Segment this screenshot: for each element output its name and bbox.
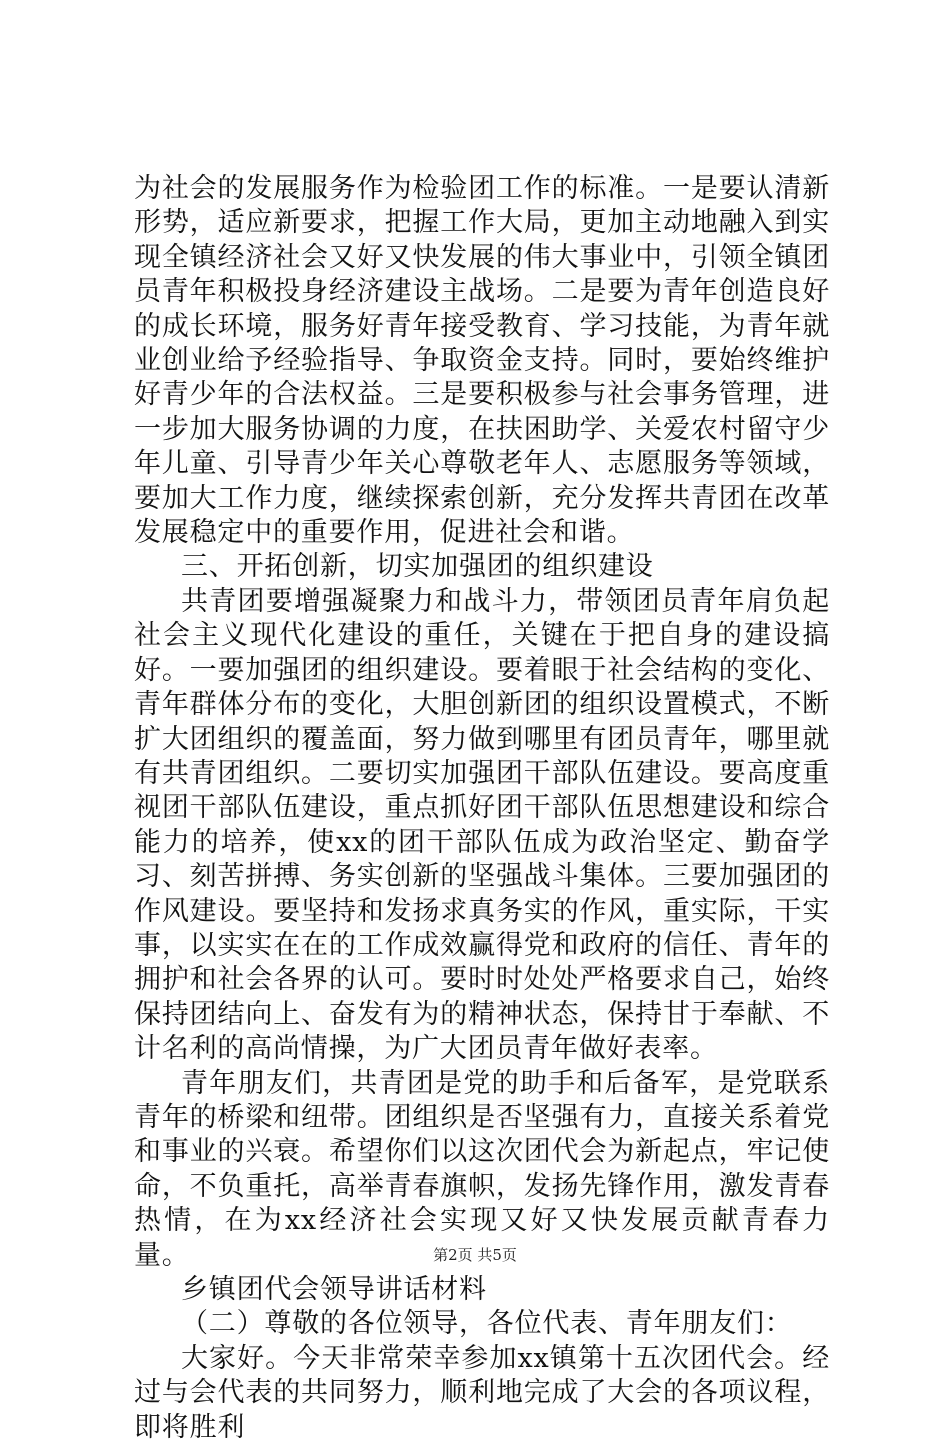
- document-subtitle: 乡镇团代会领导讲话材料: [181, 1274, 487, 1305]
- paragraph-service-standard: 为社会的发展服务作为检验团工作的标准。一是要认清新形势，适应新要求，把握工作大局，更加主动地融入到实现全镇经济社会又好又快发展的伟大事业中，引领全镇团员青年积极投身经济建设主战场。二是要为青年创造良好的成长环境，服务好青年接受教育、学习技能，为青年就业创业给予经验指导、争取资金支持。同时，要始终维护好青少年的合法权益。三是要积极参与社会事务管理，进一步加大服务协调的力度，在扶困助学、关爱农村留守少年儿童、引导青少年关心尊敬老年人、志愿服务等领域，要加大工作力度，继续探索创新，充分发挥共青团在改革发展稳定中的重要作用，促进社会和谐。: [134, 173, 830, 549]
- salutation-line: （二）尊敬的各位领导，各位代表、青年朋友们：: [181, 1308, 793, 1340]
- page-number-footer: 第2页 共5页: [433, 1246, 517, 1264]
- section-heading-organization: 三、开拓创新，切实加强团的组织建设: [181, 551, 654, 583]
- paragraph-organization-building: 共青团要增强凝聚力和战斗力，带领团员青年肩负起社会主义现代化建设的重任，关键在于把自身的建设搞好。一要加强团的组织建设。要着眼于社会结构的变化、青年群体分布的变化，大胆创新团的组织设置模式，不断扩大团组织的覆盖面，努力做到哪里有团员青年，哪里就有共青团组织。二要切实加强团干部队伍建设。要高度重视团干部队伍建设，重点抓好团干部队伍思想建设和综合能力的培养，使xx的团干部队伍成为政治坚定、勤奋学习、刻苦拼搏、务实创新的坚强战斗集体。三要加强团的作风建设。要坚持和发扬求真务实的作风，重实际，干实事，以实实在在的工作成效赢得党和政府的信任、青年的拥护和社会各界的认可。要时时处处严格要求自己，始终保持团结向上、奋发有为的精神状态，保持甘于奉献、不计名利的高尚情操，为广大团员青年做好表率。: [134, 585, 830, 1065]
- paragraph-youth-friends: 青年朋友们，共青团是党的助手和后备军，是党联系青年的桥梁和纽带。团组织是否坚强有力，直接关系着党和事业的兴衰。希望你们以这次团代会为新起点，牢记使命，不负重托，高举青春旗帜，发扬先锋作用，激发青春热情，在为xx经济社会实现又好又快发展贡献青春力量。: [134, 1067, 830, 1271]
- paragraph-greeting: 大家好。今天非常荣幸参加xx镇第十五次团代会。经过与会代表的共同努力，顺利地完成了大会的各项议程，即将胜利: [134, 1342, 830, 1443]
